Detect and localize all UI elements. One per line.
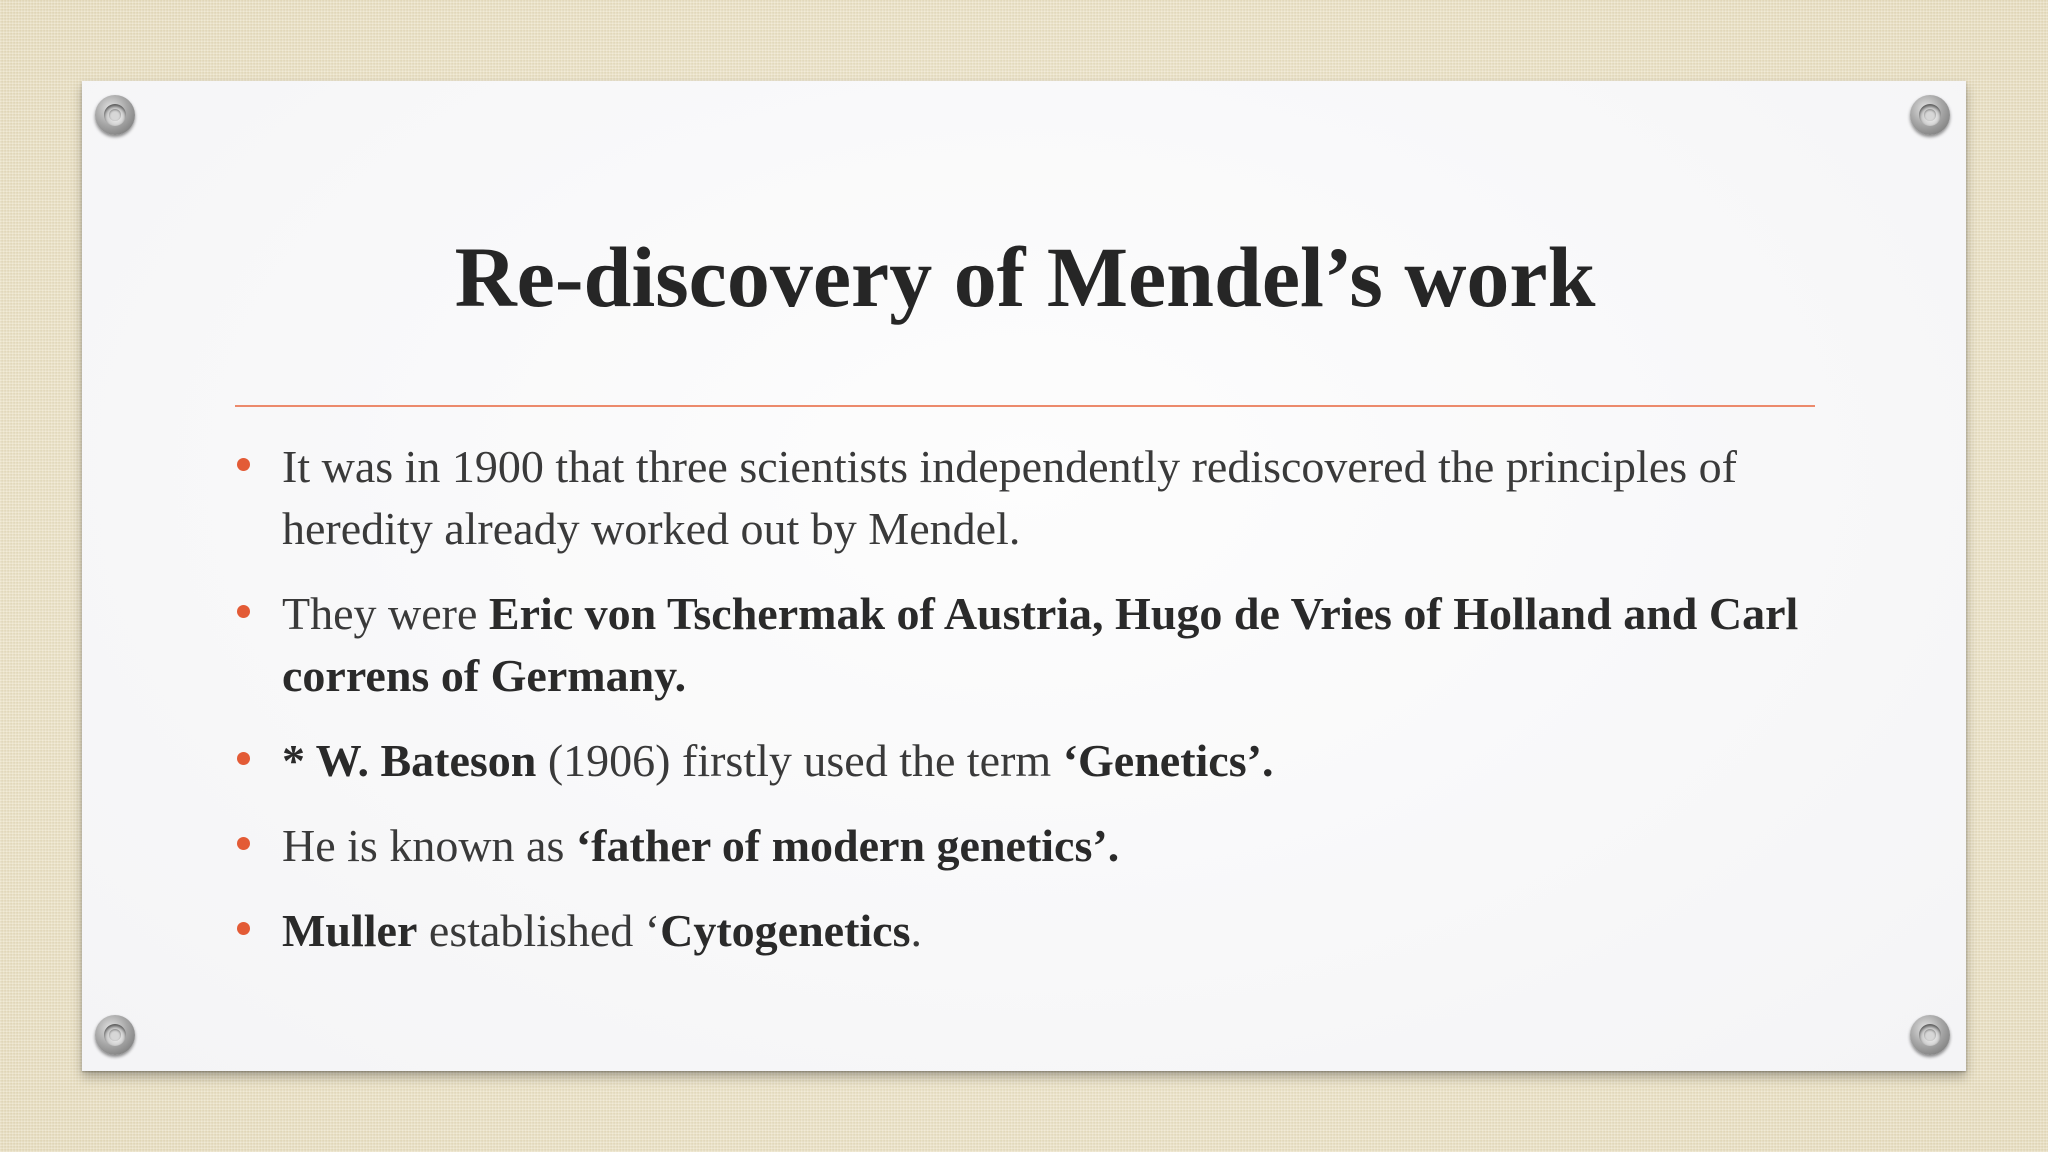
bullet-dot-icon xyxy=(237,837,250,850)
bullet-text: He is known as xyxy=(282,820,576,871)
slide-title: Re-discovery of Mendel’s work xyxy=(454,229,1596,325)
grommet-bottom-right-icon xyxy=(1910,1015,1950,1055)
bullet-item xyxy=(235,815,1815,877)
grommet-top-left-icon xyxy=(95,95,135,135)
bullet-bold-text: Eric von Tschermak of Austria, Hugo de Vries of Holland and Carl correns of Germany. xyxy=(282,588,1799,701)
title-divider xyxy=(235,405,1815,407)
grommet-bottom-left-icon xyxy=(95,1015,135,1055)
bullet-dot-icon xyxy=(237,605,250,618)
bullet-text: They were xyxy=(282,588,489,639)
bullet-bold-text: Cytogenetics xyxy=(660,905,911,956)
bullet-dot-icon xyxy=(237,752,250,765)
bullet-text: It was in 1900 that three scientists independently rediscovered the principles of heredity already worked out by Mendel. xyxy=(282,441,1737,554)
bullet-item xyxy=(235,583,1815,707)
bullet-item xyxy=(235,436,1815,560)
bullet-text: . xyxy=(910,905,922,956)
bullet-dot-icon xyxy=(237,922,250,935)
bullet-item xyxy=(235,730,1815,792)
bullet-bold-text: Muller xyxy=(282,905,418,956)
bullet-text: established ‘ xyxy=(417,905,661,956)
bullet-bold-text: ‘Genetics’. xyxy=(1062,735,1274,786)
bullet-bold-text: * W. Bateson xyxy=(282,735,537,786)
bullet-dot-icon xyxy=(237,458,250,471)
bullet-bold-text: ‘father of modern genetics’. xyxy=(575,820,1120,871)
bullet-text: (1906) firstly used the term xyxy=(536,735,1063,786)
bullet-list xyxy=(235,436,1815,985)
grommet-top-right-icon xyxy=(1910,95,1950,135)
bullet-item xyxy=(235,900,1815,962)
